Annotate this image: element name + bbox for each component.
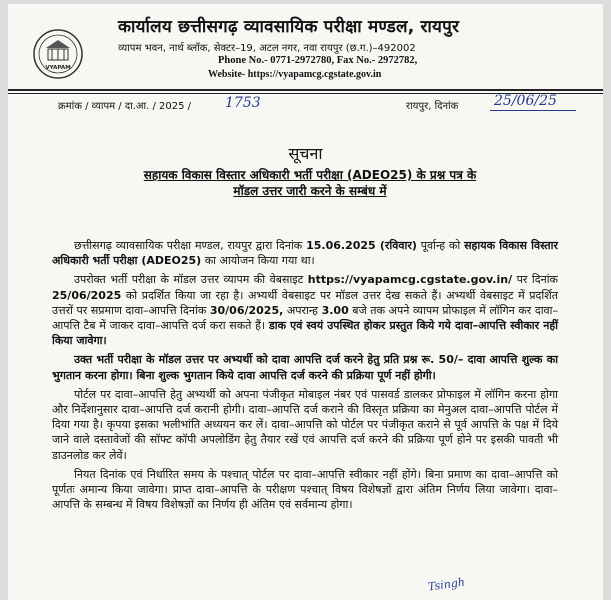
text: को प्रदर्शित किया जा रहा है। अभ्यर्थी वेबसाइट पर मॉडल उत्तर देख सकते हैं। अभ्यर्थी वेबसाइट में प्रदर्शित उत्तरों पर सप्रमाण दावा–आपत्ति दिनांक [52,288,558,317]
text: पर दिनांक [512,273,558,287]
office-website: Website- https://vyapamcg.cgstate.gov.in [208,69,382,80]
handwritten-signature: Tsingh [427,575,466,594]
website-link[interactable]: https://vyapamcg.cgstate.gov.in/ [307,273,513,287]
vyapam-seal-logo [32,28,84,80]
paragraph-2 [52,272,558,348]
notice-document [8,4,603,600]
exam-name: सहायक विकास विस्तार अधिकारी भर्ती परीक्षा (ADEO25) [52,239,558,268]
paragraph-5 [52,467,558,513]
text: छत्तीसगढ़ व्यावसायिक परीक्षा मण्डल, रायपुर द्वारा दिनांक [74,239,307,252]
deadline-date: 30/06/2025, [209,303,284,317]
text: नियत दिनांक एवं निर्धारित समय के पश्चात् पोर्टल पर दावा–आपत्ति स्वीकार नहीं होंगे। बिना प्रमाण का दावा–आपत्ति को पूर्णतः अमान्य किया जावेगा। प्राप्त दावा–आपत्ति के परीक्षण पश्चात् विषय विशेषज्ञों द्वारा अंतिम निर्णय लिया जावेगा। दावा–आपत्ति के सम्बन्ध में विषय विशेषज्ञों का निर्णय ही अंतिम एवं सर्वमान्य होगा। [52,467,558,512]
paragraph-4 [52,387,558,463]
postal-not-accepted: डाक एवं स्वयं उपस्थित होकर प्रस्तुत किये गये दावा–आपत्ति स्वीकार नहीं किया जावेगा। [52,319,559,348]
text: पूर्वान्ह को [416,239,465,252]
office-address: व्यापम भवन, नार्थ ब्लॉक, सेक्टर–19, अटल नगर, नवा रायपुर (छ.ग.)–492002 [118,43,416,54]
place-date-label: रायपुर, दिनांक [406,101,459,112]
reference-number-label: क्रमांक / व्यापम / दा.आ. / 2025 / [58,101,192,112]
notice-heading: सूचना [288,144,323,163]
subject-line-2: मॉडल उत्तर जारी करने के सम्बंध में [233,184,387,198]
paragraph-1 [52,238,558,268]
date-handwritten: 25/06/25 [494,93,557,109]
svg-text:VYAPAM: VYAPAM [45,65,71,71]
office-phone-fax: Phone No.- 0771-2972780, Fax No.- 2972782, [218,55,418,66]
fee-statement: उक्त भर्ती परीक्षा के मॉडल उत्तर पर अभ्यर्थी को दावा आपत्ति दर्ज करने हेतु प्रति प्रश्न रू. 50/– दावा आपत्ति शुल्क का भुगतान करना होगा। बिना शुल्क भुगतान किये दावा आपत्ति दर्ज करने की प्रक्रिया पूर्ण नहीं होगी। [52,353,558,382]
text: पोर्टल पर दावा–आपत्ति हेतु अभ्यर्थी को अपना पंजीकृत मोबाइल नंबर एवं पासवर्ड डालकर प्रोफाइल में लॉगिन करना होगा और निर्देशानुसार दावा–आपत्ति दर्ज करानी होगी। दावा–आपत्ति दर्ज कराने की विस्तृत प्रक्रिया का मेनुअल दावा–आपत्ति पोर्टल में दिया गया है। कृपया इसका भलीभांति अध्ययन कर लें। दावा–आपत्ति को पोर्टल पर पंजीकृत कराने से पूर्व आपत्ति के पक्ष में दिये जाने वाले दस्तावेजों की सॉफ्ट कॉपी अपलोडिंग हेतु तैयार रखें एवं आपत्ति दर्ज करने की प्रक्रिया पूर्ण होने पर इसकी पावती भी डाउनलोड कर लेवें। [52,387,558,462]
exam-date: 15.06.2025 (रविवार) [306,239,417,252]
header-divider [8,89,603,91]
text: का आयोजन किया गया था। [201,254,315,268]
office-title: कार्यालय छत्तीसगढ़ व्यावसायिक परीक्षा मण्डल, रायपुर [118,17,460,37]
paragraph-3 [52,352,558,382]
deadline-time: 3.00 [321,303,349,317]
notice-subject [108,167,512,199]
subject-line-1: सहायक विकास विस्तार अधिकारी भर्ती परीक्षा (ADEO25) के प्रश्न पत्र के [143,168,477,182]
text: उपरोक्त भर्ती परीक्षा के मॉडल उत्तर व्यापम की वेबसाइट [74,273,308,287]
text: बजे तक अपने व्यापम प्रोफाइल में लॉगिन कर दावा–आपत्ति टैब में जाकर दावा–आपत्ति दर्ज करा सकते हैं। [52,303,559,333]
reference-number-handwritten: 1753 [225,95,261,111]
text: अपरान्ह [283,303,322,317]
notice-body [52,238,558,516]
date-underline [490,110,576,111]
publish-date: 25/06/2025 [52,288,122,302]
